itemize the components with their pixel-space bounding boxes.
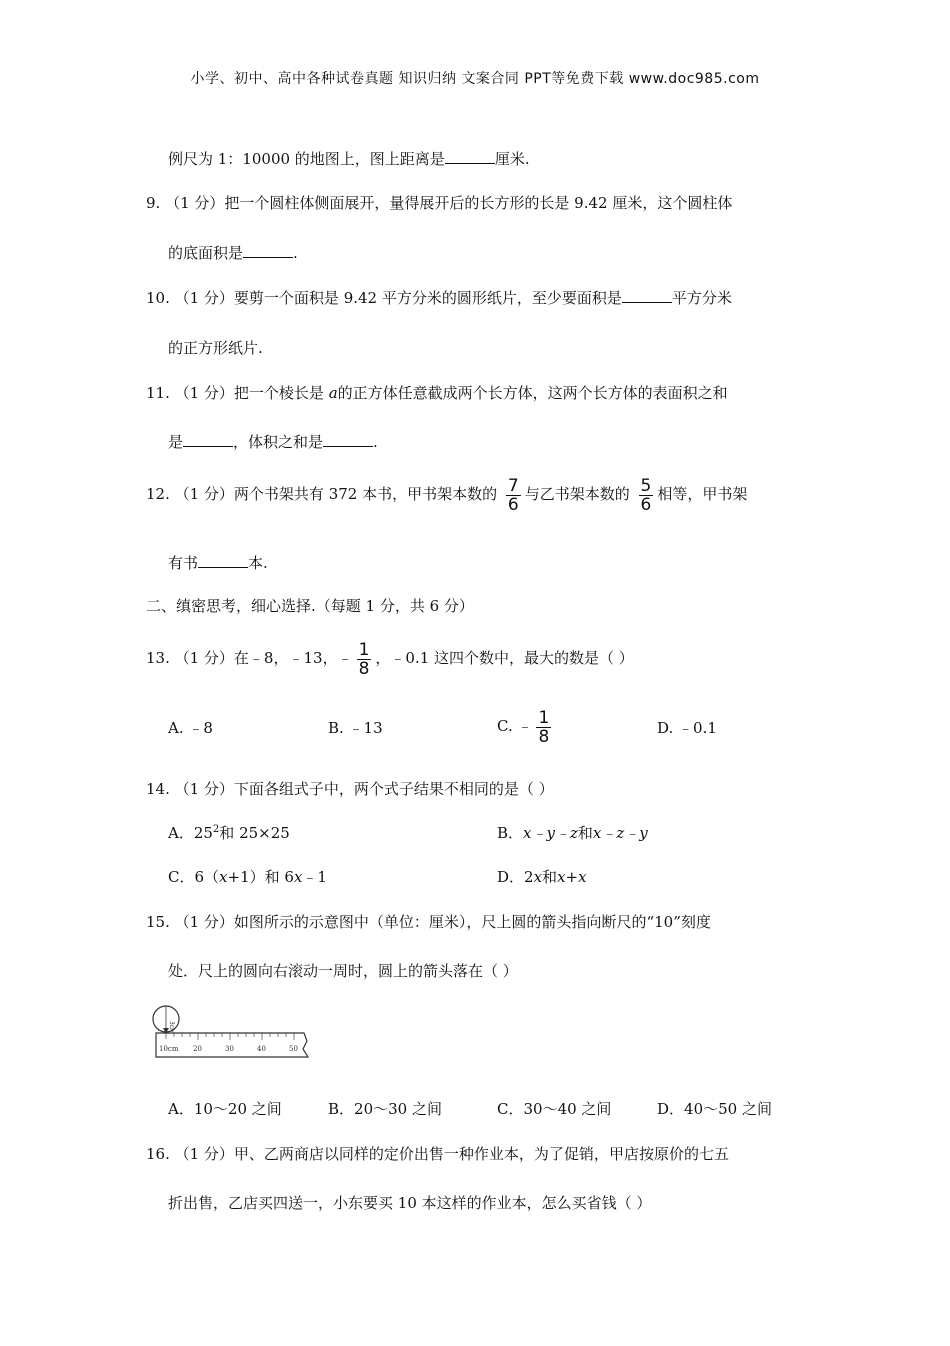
q13-f-den: 8	[358, 658, 370, 679]
q15-option-a[interactable]: A．10～20 之间	[168, 1100, 282, 1118]
q13-option-b[interactable]: B. ﹣13	[328, 719, 383, 737]
q14-c-text-3: ﹣1	[302, 868, 327, 886]
q10-text-b: 平方分米	[671, 289, 732, 307]
ruler-label-40: 40	[257, 1045, 266, 1053]
q14-d-text: D．2	[497, 868, 534, 886]
q16-line2: 折出售，乙店买四送一，小东要买 10 本这样的作业本，怎么买省钱（ ）	[168, 1194, 652, 1212]
q13-option-d[interactable]: D. ﹣0.1	[657, 719, 717, 737]
q14-c-var-2: x	[293, 868, 303, 886]
q12-fraction-2	[639, 477, 654, 514]
q14-c-text-2: +1）和 6	[227, 868, 294, 886]
q14-option-c[interactable]	[168, 866, 327, 887]
q15-line1: 15. （1 分）如图所示的示意图中（单位：厘米），尺上圆的箭头指向断尺的“10”刻度	[146, 913, 711, 931]
q12-line1	[146, 474, 747, 514]
q13-option-c[interactable]	[497, 706, 555, 746]
q15-option-b[interactable]: B．20～30 之间	[328, 1100, 442, 1118]
q12-f2-num: 5	[640, 475, 652, 496]
q13-c-label: C. ﹣	[497, 717, 533, 735]
q14-b-label: B．	[497, 824, 524, 842]
ruler-label-30: 30	[225, 1045, 234, 1053]
q14-c-text-1: C．6（	[168, 868, 220, 886]
section-2-title: 二、缜密思考，细心选择.（每题 1 分，共 6 分）	[146, 597, 474, 615]
q12-f1-num: 7	[507, 475, 519, 496]
q14-d-var: x	[533, 868, 543, 886]
q12-f1-den: 6	[507, 494, 519, 515]
q11-line2	[168, 431, 378, 452]
q14-option-d[interactable]	[497, 866, 587, 887]
q11-text-d: ，体积之和是	[233, 433, 324, 451]
ruler-label-20: 20	[193, 1045, 202, 1053]
q9-blank	[243, 243, 293, 258]
q9-text-b: .	[293, 244, 298, 262]
q15-line2: 处．尺上的圆向右滚动一周时，圆上的箭头落在（ ）	[168, 962, 518, 980]
q11-line1	[146, 382, 728, 403]
q15-option-d[interactable]: D．40～50 之间	[657, 1100, 772, 1118]
q14-b-expr2: x﹣z﹣y	[592, 824, 648, 842]
q14-d-expr: x+x	[557, 868, 587, 886]
q14-stem: 14. （1 分）下面各组式子中，两个式子结果不相同的是（ ）	[146, 780, 554, 798]
ruler-diagram	[146, 1003, 316, 1063]
q12-blank	[198, 553, 248, 568]
q9-line1: 9. （1 分）把一个圆柱体侧面展开，量得展开后的长方形的长是 9.42 厘米，这个圆柱体	[146, 194, 733, 212]
q13-f-num: 1	[358, 639, 370, 660]
q13-option-a[interactable]: A. ﹣8	[168, 719, 213, 737]
q11-blank-2	[323, 432, 373, 447]
q12-text-d: 有书	[168, 554, 199, 572]
q14-b-expr1: x﹣y﹣z	[523, 824, 578, 842]
q13-fraction	[357, 641, 372, 678]
q11-var: a	[328, 384, 338, 402]
q11-text-a: 11. （1 分）把一个棱长是	[146, 384, 324, 402]
q12-text-c: 相等，甲书架	[657, 485, 748, 503]
q10-text-a: 10. （1 分）要剪一个面积是 9.42 平方分米的圆形纸片，至少要面积是	[146, 289, 622, 307]
q13-text-b: ，﹣0.1 这四个数中，最大的数是（ ）	[375, 649, 634, 667]
q12-text-a: 12. （1 分）两个书架共有 372 本书，甲书架本数的	[146, 485, 498, 503]
q13-c-fraction	[536, 709, 551, 746]
q14-option-a[interactable]	[168, 822, 290, 843]
q11-text-b: 的正方体任意截成两个长方体，这两个长方体的表面积之和	[337, 384, 728, 402]
q10-blank	[622, 288, 672, 303]
q14-a-sup: 2	[212, 824, 220, 835]
q10-line1	[146, 287, 732, 308]
q11-blank-1	[183, 432, 233, 447]
page-header: 小学、初中、高中各种试卷真题 知识归纳 文案合同 PPT等免费下载 www.doc985.com	[190, 71, 760, 87]
q14-c-var-1: x	[219, 868, 228, 886]
q12-line2	[168, 552, 268, 573]
q13-text-a: 13. （1 分）在﹣8，﹣13，﹣	[146, 649, 353, 667]
q9-line2	[168, 242, 298, 263]
q14-d-and: 和	[542, 868, 558, 886]
q15-option-c[interactable]: C．30～40 之间	[497, 1100, 612, 1118]
q16-line1: 16. （1 分）甲、乙两商店以同样的定价出售一种作业本，为了促销，甲店按原价的七五	[146, 1145, 729, 1163]
q14-b-and: 和	[577, 824, 593, 842]
q14-a-text-1: A．25	[168, 824, 213, 842]
q13-c-den: 8	[538, 726, 550, 747]
q12-fraction-1	[506, 477, 521, 514]
q12-f2-den: 6	[640, 494, 652, 515]
q8-text-a: 例尺为 1：10000 的地图上，图上距离是	[168, 150, 445, 168]
q13-stem	[146, 638, 634, 678]
q8-text-b: 厘米.	[494, 150, 530, 168]
circle-label: 3cm	[168, 1021, 175, 1034]
q8-blank	[445, 149, 495, 164]
ruler-label-50: 50	[289, 1045, 298, 1053]
q10-line2: 的正方形纸片.	[168, 339, 263, 357]
q13-c-num: 1	[538, 707, 550, 728]
q12-text-b: 与乙书架本数的	[524, 485, 630, 503]
q14-a-text-2: 和 25×25	[219, 824, 290, 842]
q11-text-c: 是	[168, 433, 184, 451]
q8-continuation	[168, 148, 530, 169]
ruler-label-10: 10cm	[159, 1045, 179, 1053]
q12-text-e: 本.	[248, 554, 268, 572]
q9-text-a: 的底面积是	[168, 244, 244, 262]
q14-option-b[interactable]	[497, 822, 648, 843]
q11-text-e: .	[373, 433, 378, 451]
